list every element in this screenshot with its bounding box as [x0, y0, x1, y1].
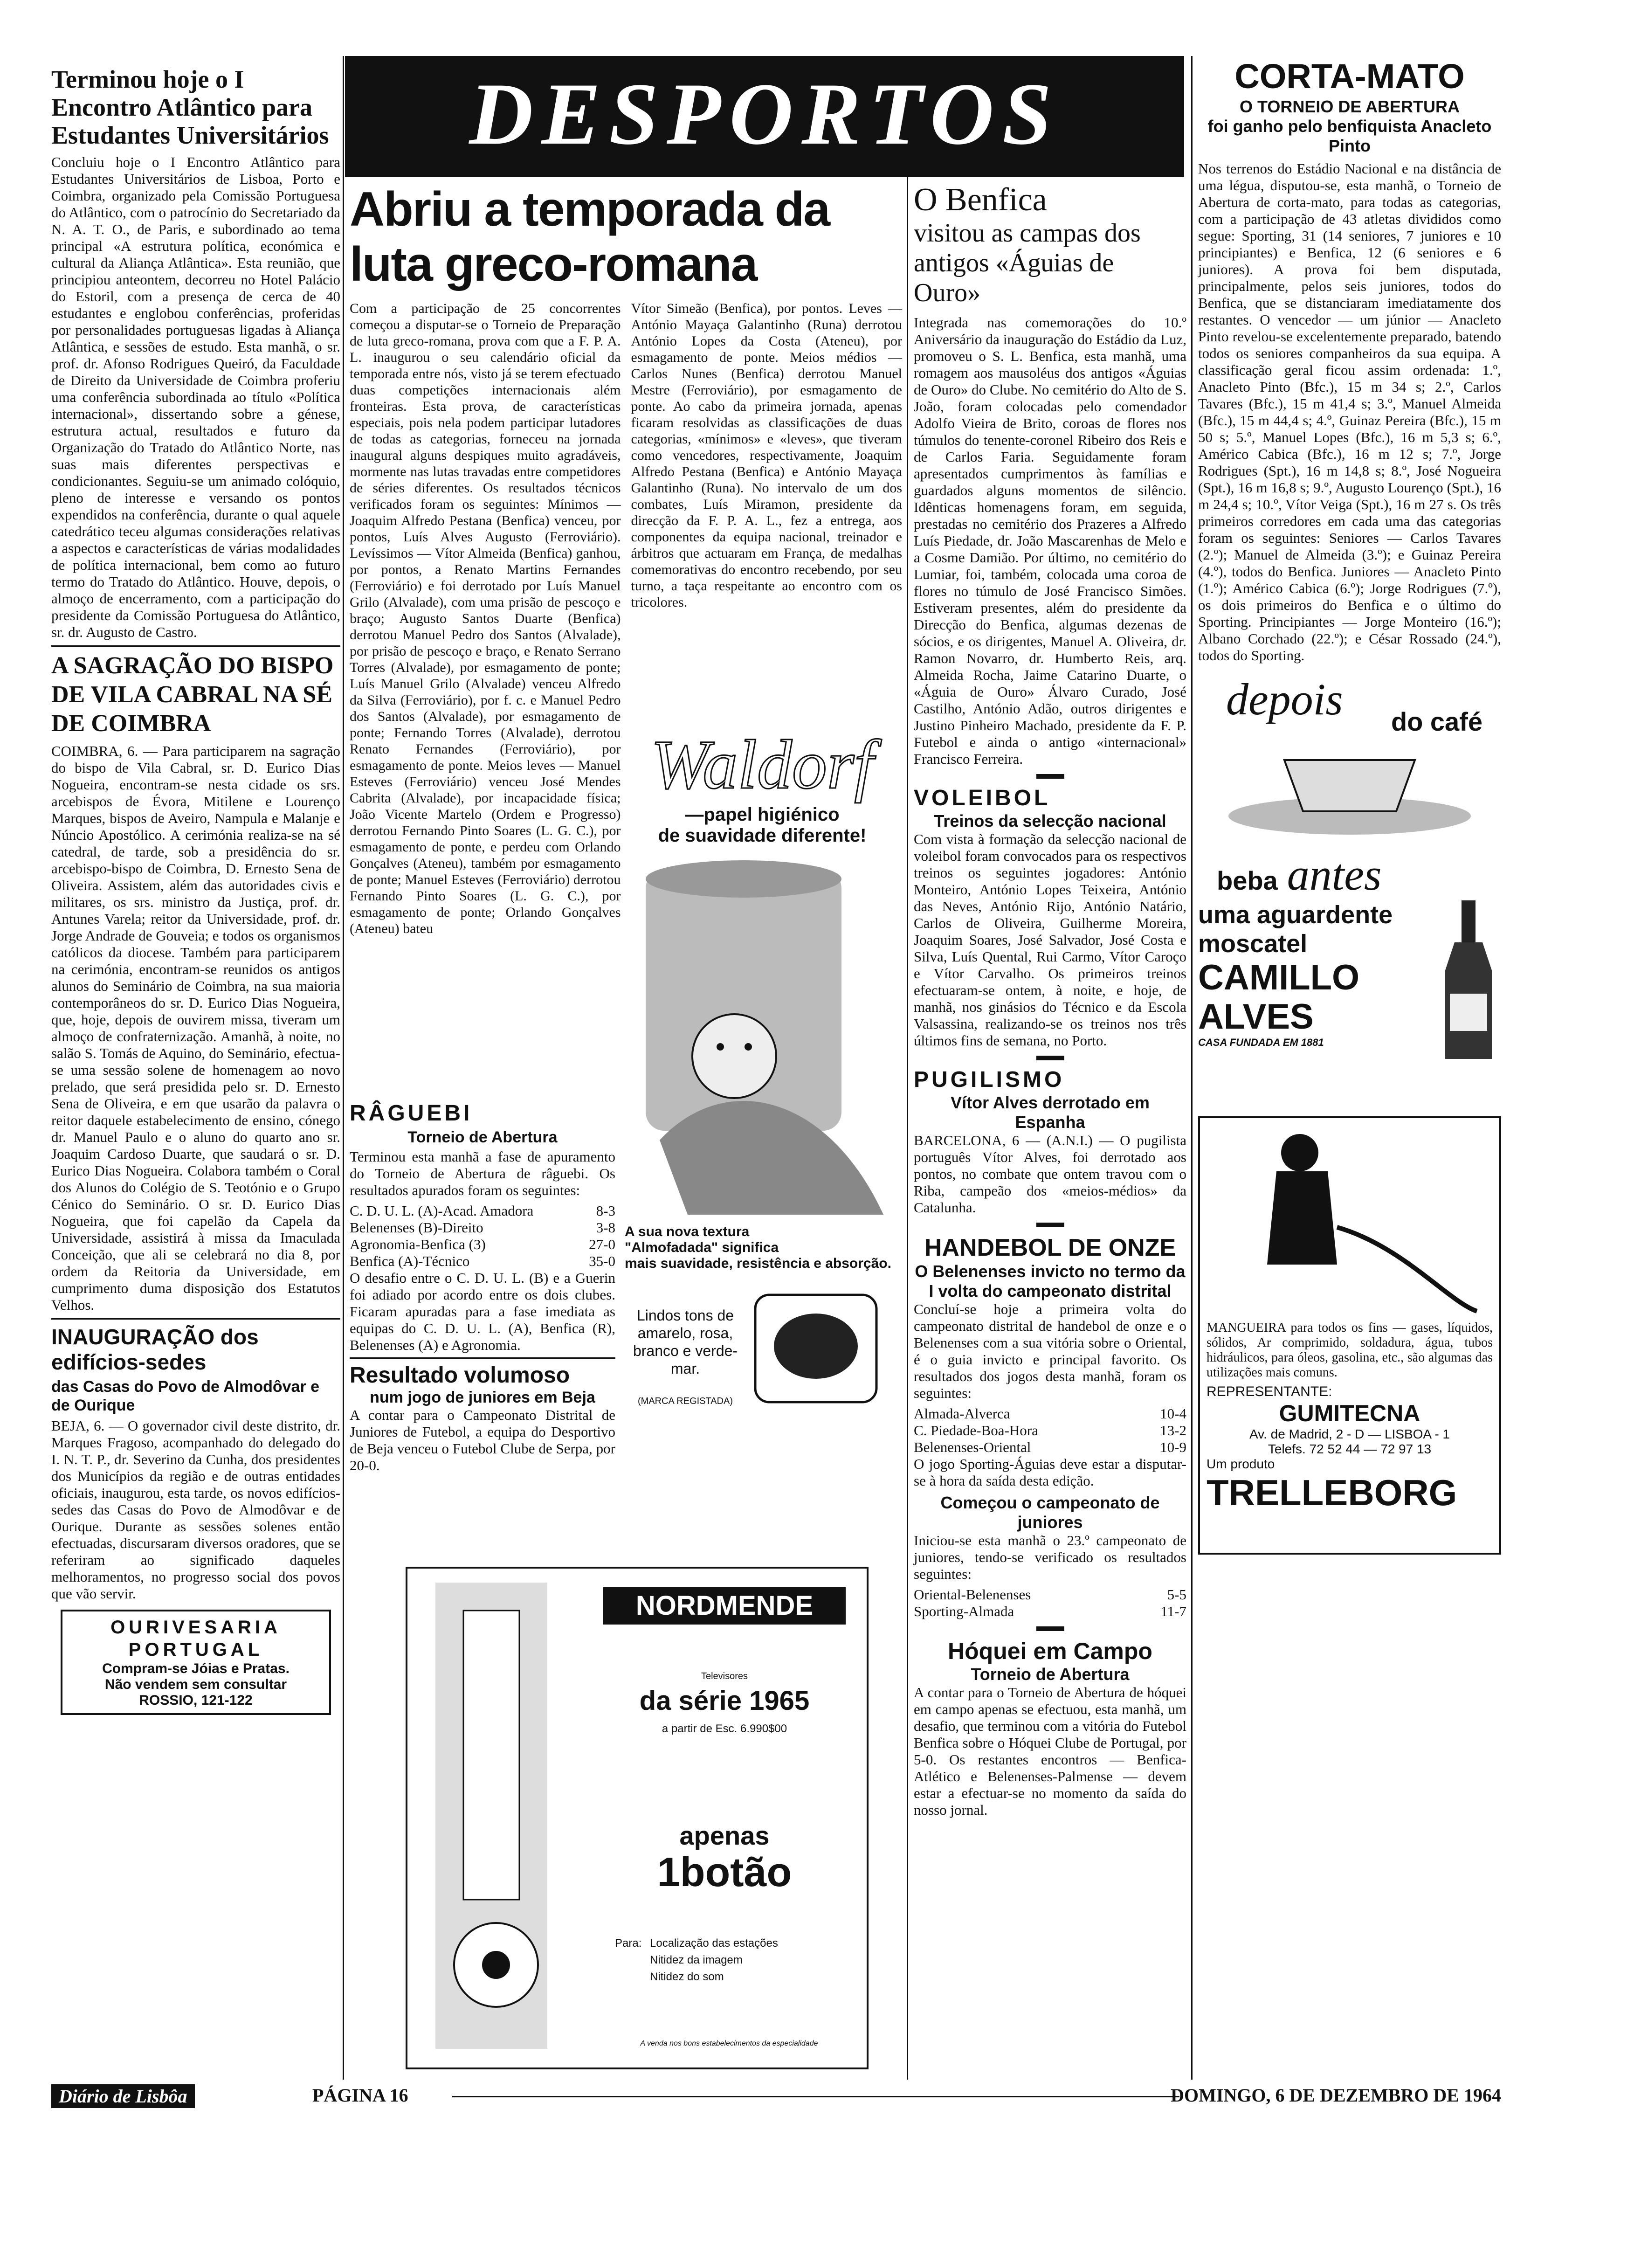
nordmende-botao: 1botão	[657, 1849, 792, 1895]
trelleborg-gumitecna: GUMITECNA	[1279, 1400, 1420, 1426]
juniores-match: Oriental-Belenenses	[914, 1586, 1031, 1603]
table-row	[350, 1253, 615, 1270]
nordmende-footer: A venda nos bons estabelecimentos da especialidade	[640, 2040, 818, 2047]
headline-sagracao: A SAGRAÇÃO DO BISPO DE VILA CABRAL NA SÉ DE COIMBRA	[51, 652, 334, 737]
hoquei-subtitle: Torneio de Abertura	[971, 1665, 1130, 1684]
divider	[1036, 1626, 1064, 1631]
rugby-title: RÂGUEBI	[350, 1101, 473, 1126]
corta-mato-title: CORTA-MATO	[1234, 57, 1465, 96]
trelleborg-produto: Um produto	[1207, 1457, 1275, 1471]
ourivesaria-line1: Compram-se Jóias e Pratas.	[102, 1661, 290, 1676]
edition-date: DOMINGO, 6 DE DEZEMBRO DE 1964	[1171, 2085, 1501, 2106]
trelleborg-phones: Telefs. 72 52 44 — 72 97 13	[1268, 1442, 1432, 1456]
waldorf-colors: Lindos tons de amarelo, rosa, branco e verde-mar.	[633, 1307, 738, 1377]
handebol-end: O jogo Sporting-Águias deve estar a disputar-se à hora da saída desta edição.	[914, 1456, 1186, 1489]
handebol-match: C. Piedade-Boa-Hora	[914, 1422, 1038, 1438]
rugby-score: 8-3	[596, 1203, 615, 1219]
pugilismo-subtitle: Vítor Alves derrotado em Espanha	[951, 1093, 1150, 1132]
ourivesaria-address: ROSSIO, 121-122	[139, 1693, 253, 1708]
table-row	[350, 1219, 615, 1236]
article-encontro-body: Concluiu hoje o I Encontro Atlântico para Estudantes Universitários de Lisboa, Porto e Coimbra, organizado pela Comissão Portuguesa do Atlântico, com o patrocínio do Secretariado da N. A. T. O., de Paris, e subordinado ao tema principal «A estrutura política, económica e cultural da Aliança Atlântica». Esta reunião, que principiou anteontem, decorreu no Hotel Palácio do Estoril, com a presença de cerca de 40 estudantes e englobou conferências, proferidas por personalidades portuguesas ligadas à Aliança Atlântica, e sessões de estudo. Esta manhã, o sr. prof. dr. Afonso Rodrigues Queiró, da Faculdade de Direito da Universidade de Coimbra proferiu uma conferência subordinada ao título «Política internacional», dissertando sobre a génese, estrutura actual, resultados e futuro da Organização do Tratado do Atlântico Norte, nas suas mais diferentes perspectivas e condicionantes. Seguiu-se um animado colóquio, pleno de interesse e versando os pontos expendidos na conferência, durante o qual aquele catedrático teceu algumas considerações relativas a aspectos e características de várias modalidades de política internacional, bem como ao futuro termo do Tratado do Atlântico. Houve, depois, o almoço de encerramento, com a participação do presidente da Comissão Portuguesa do Atlântico, sr. dr. Augusto de Castro.	[51, 154, 340, 640]
nordmende-ad	[406, 1567, 869, 2069]
hoquei-body: A contar para o Torneio de Abertura de hóquei em campo apenas se efectuou, esta manhã, um desafio, que terminou com a vitória do Futebol Benfica sobre o Hóquei Clube de Portugal, por 5-0. Os restantes encontros — Benfica-Atlético e Belenenses-Palmense — devem estar a efectuar-se no momento da saída do nosso jornal.	[914, 1684, 1186, 1818]
right-column	[1198, 56, 1501, 1555]
greco-body-b: Vítor Simeão (Benfica), por pontos. Leves — António Mayaça Galantinho (Runa) derrotou António Lopes da Costa (Ateneu), por esmagamento de ponte. Meios médios — Carlos Nunes (Benfica) derrotou Manuel Mestre (Ferroviário), por esmagamento de ponte. Ao cabo da primeira jornada, apenas ficaram resolvidas as classificações de duas categorias, «mínimos» e «leves», que tiveram como vencedores, respectivamente, Joaquim Alfredo Pestana (Benfica) e António Mayaça Galantinho (Runa). No intervalo de um dos combates, Luís Miramon, presidente da direcção da F. P. A. L., fez a entrega, aos componentes da equipa nacional, treinador e árbitros que actuaram em França, de medalhas comemorativas do encontro recebendo, por seu turno, a taça respeitante ao encontro com os tricolores.	[631, 301, 902, 610]
rugby-subtitle: Torneio de Abertura	[407, 1128, 558, 1146]
voleibol-subtitle: Treinos da selecção nacional	[934, 811, 1166, 830]
rugby-end: O desafio entre o C. D. U. L. (B) e a Guerin foi adiado por acordo entre os dois clubes. Ficaram apuradas para a fase imediata as equipas do C. D. U. L. (A), Benfica (R), Belenenses (A) e Agronomia.	[350, 1270, 615, 1353]
rugby-match: Belenenses (B)-Direito	[350, 1219, 483, 1236]
nordmende-for-label: Para:	[615, 1937, 642, 1950]
divider	[1036, 1056, 1064, 1060]
rugby-score: 35-0	[589, 1253, 615, 1269]
nordmende-feature3: Nitidez do som	[650, 1971, 724, 1983]
corta-mato-sub1: O TORNEIO DE ABERTURA	[1239, 97, 1460, 116]
handebol-score: 10-9	[1160, 1439, 1186, 1455]
benfica-title-1: O Benfica	[914, 182, 1047, 218]
juniores-score: 11-7	[1160, 1603, 1186, 1619]
page-footer	[51, 2084, 1501, 2112]
camillo-antes: antes	[1287, 850, 1382, 899]
waldorf-tag2: de suavidade diferente!	[658, 825, 867, 846]
subhead-inauguracao: das Casas do Povo de Almodôvar e de Ourique	[51, 1378, 320, 1414]
nordmende-feature1: Localização das estações	[650, 1937, 778, 1950]
article-sagracao-body: COIMBRA, 6. — Para participarem na sagração do bispo de Vila Cabral, sr. D. Eurico Dias Nogueira, encontram-se nesta cidade os srs. arcebispos de Évora, Mitilene e Lourenço Marques, bispos de Aveiro, Nampula e Malanje e Núncio Apostólico. A cerimónia realiza-se na sé catedral, de tarde, sob a presidência do sr. arcebispo-bispo de Coimbra, D. Ernesto Sena de Oliveira. Assistem, além das autoridades civis e militares, os srs. ministro da Justiça, prof. dr. Antunes Varela; reitor da Universidade, prof. dr. Jorge Andrade de Gouveia; e todos os organismos católicos da diocese. Também para participarem na cerimónia, encontram-se reunidos os antigos alunos do Seminário de Coimbra, na sua maioria contemporâneos do sr. D. Eurico Dias Nogueira, que, hoje, depois de ouvirem missa, tiveram um almoço de confraternização. Amanhã, à noite, no salão S. Tomás de Aquino, do Seminário, efectua-se uma sessão solene de homenagem ao novo prelado, que será presidida pelo sr. D. Ernesto Sena de Oliveira, e em que usarão da palavra o reitor daquele estabelecimento de ensino, cónego dr. Manuel Paulo e o aluno do quarto ano sr. Joaquim Cardoso Duarte, que saudará o sr. D. Eurico Dias Nogueira. Colabora também o Coral dos Alunos do Colégio de S. Teotónio e o Grupo Cénico do Seminário. O sr. D. Eurico Dias Nogueira, que foi capelão da Capela da Universidade, assistirá à missa da Imaculada Conceição, que ali se celebrará no dia 8, por ordem da Reitoria da Universidade, em cumprimento duma disposição dos Estatutos Velhos.	[51, 743, 340, 1313]
resultado-title: Resultado volumoso	[350, 1363, 570, 1388]
headline-inauguracao: INAUGURAÇÃO dos edifícios-sedes	[51, 1325, 259, 1374]
nordmende-feature2: Nitidez da imagem	[650, 1954, 743, 1966]
handebol-match: Almada-Alverca	[914, 1405, 1010, 1422]
camillo-depois: depois	[1226, 674, 1343, 724]
rugby-score: 27-0	[589, 1236, 615, 1252]
pugilismo-body: BARCELONA, 6 — (A.N.I.) — O pugilista português Vítor Alves, foi derrotado aos pontos, no combate que ontem travou com o Riba, campeão dos «meios-médios» da Catalunha.	[914, 1132, 1186, 1216]
newspaper-logo: Diário de Lisbôa	[51, 2084, 195, 2108]
camillo-beba: beba	[1217, 866, 1278, 895]
footer-rule	[452, 2096, 1179, 2097]
table-row	[914, 1422, 1186, 1439]
greco-body-a: Com a participação de 25 concorrentes começou a disputar-se o Torneio de Preparação de luta greco-romana, prova com que a F. P. A. L. inaugurou o seu calendário oficial da temporada entre nós, visto já se terem efectuado duas competições internacionais além fronteiras. Esta prova, de características especiais, pois nela podem participar lutadores de todas as categorias, forneceu na jornada inaugural alguns despiques muito agradáveis, mormente nas lutas travadas entre competidores de séries diferentes. Os resultados técnicos verificados foram os seguintes: Mínimos — Joaquim Alfredo Pestana (Benfica) venceu, por pontos, Luís Alves Augusto (Ferroviário). Levíssimos — Vítor Almeida (Benfica) ganhou, por pontos, a Renato Martins Fernandes (Ferroviário) e foi derrotado por Luís Manuel Grilo (Alvalade), com uma prisão de pescoço e braço; Augusto Santos Duarte (Benfica) derrotou Manuel Pedro dos Santos (Alvalade), por prisão de pescoço e braço, e Renato Serrano Torres (Alvalade), por esmagamento de ponte; Luís Manuel Grilo (Alvalade) venceu Alfredo da Silva (Ferroviário), por f. c. e Manuel Pedro dos Santos (Alvalade), por esmagamento de ponte; Fernando Torres (Alvalade), derrotou Renato Fernandes (Ferroviário), por esmagamento de ponte. Meios leves — Manuel Esteves (Ferroviário) venceu José Mendes Cabrita (Alvalade), por incapacidade física; João Vicente Martelo (Ordem e Progresso) derrotou Fernando Pinto Soares (L. G. C.), por esmagamento de ponte, e perdeu com Orlando Gonçalves (Ateneu), também por esmagamento de ponte; Manuel Esteves (Ferroviário) derrotou Fernando Pinto Soares (L. G. C.), por esmagamento de ponte; Orlando Gonçalves (Ateneu) bateu	[350, 301, 621, 936]
divider	[1036, 1223, 1064, 1227]
juniores-results-table	[914, 1586, 1186, 1620]
waldorf-package-icon	[746, 1286, 886, 1407]
ourivesaria-name: OURIVESARIA PORTUGAL	[110, 1617, 281, 1660]
juniores-match: Sporting-Almada	[914, 1603, 1014, 1619]
nordmende-small: Televisores	[701, 1671, 748, 1681]
trelleborg-brand: TRELLEBORG	[1207, 1472, 1457, 1513]
page-number: PÁGINA 16	[312, 2085, 408, 2106]
camillo-aguardente: uma aguardente moscatel	[1198, 901, 1393, 958]
handebol-body: Concluí-se hoje a primeira volta do campeonato distrital de handebol de onze e o Belenenses com a sua vitória sobre o Oriental, é o guia invicto e principal favorito. Os resultados dos jogos desta manhã, foram os seguintes:	[914, 1301, 1186, 1401]
handebol-results-table	[914, 1405, 1186, 1456]
waldorf-roll-illustration	[632, 860, 893, 1224]
camillo-fundada: CASA FUNDADA EM 1881	[1198, 1037, 1324, 1048]
waldorf-ad	[625, 725, 900, 1532]
waldorf-desc1: A sua nova textura	[625, 1224, 750, 1239]
left-column	[51, 65, 340, 1715]
trelleborg-address: Av. de Madrid, 2 - D — LISBOA - 1	[1249, 1427, 1450, 1441]
column-rule	[907, 177, 908, 2080]
handebol-score: 10-4	[1160, 1405, 1186, 1422]
third-column	[914, 182, 1186, 1822]
nordmende-dial-illustration	[417, 1583, 585, 2049]
resultado-body: A contar para o Campeonato Distrital de Juniores de Futebol, a equipa do Desportivo de Beja venceu o Futebol Clube de Serpa, por 20-0.	[350, 1407, 615, 1473]
nordmende-apenas: apenas	[679, 1821, 770, 1850]
juniores-body: Iniciou-se esta manhã o 23.º campeonato de juniores, tendo-se verificado os resultados seguintes:	[914, 1532, 1186, 1582]
rugby-score: 3-8	[596, 1219, 615, 1236]
rugby-intro: Terminou esta manhã a fase de apuramento do Torneio de Abertura de râguebi. Os resultados apurados foram os seguintes:	[350, 1148, 615, 1198]
handebol-title: HANDEBOL DE ONZE	[924, 1234, 1176, 1261]
voleibol-body: Com vista à formação da selecção nacional de voleibol foram convocados para os respectivos treinos os seguintes jogadores: António Monteiro, António Lopes Teixeira, António das Neves, António Rijo, António Natário, Carlos de Oliveira, Guilherme Moreira, Joaquim Soares, José Salvador, José Costa e Silva, Luís Quental, Rui Carmo, Vítor Caroço e Vítor Carvalho. Os primeiros treinos efectuaram-se ontem, à noite, e hoje, de manhã, nos ginásios do Técnico e da Escola Valsassina, realizando-se os treinos nos três últimos fins de semana, no Porto.	[914, 831, 1186, 1049]
coffee-cup-illustration	[1219, 741, 1480, 844]
nordmende-logo: NORDMENDE	[603, 1587, 846, 1625]
trelleborg-rep: REPRESENTANTE:	[1207, 1384, 1332, 1399]
waldorf-desc3: mais suavidade, resistência e absorção.	[625, 1256, 891, 1271]
bottle-icon	[1436, 900, 1501, 1059]
worker-illustration	[1207, 1125, 1486, 1321]
handebol-score: 13-2	[1160, 1422, 1186, 1438]
table-row	[914, 1603, 1186, 1620]
waldorf-logo: Waldorf	[651, 726, 874, 803]
juniores-score: 5-5	[1167, 1586, 1186, 1603]
juniores-title: Começou o campeonato de juniores	[940, 1493, 1160, 1532]
resultado-subtitle: num jogo de juniores em Beja	[370, 1389, 595, 1406]
ourivesaria-ad	[61, 1610, 331, 1715]
section-banner: DESPORTOS	[345, 56, 1184, 177]
table-row	[350, 1203, 615, 1219]
waldorf-registered: (MARCA REGISTADA)	[637, 1396, 733, 1406]
rugby-results-table	[350, 1203, 615, 1270]
camillo-do-cafe: do café	[1391, 707, 1482, 736]
rugby-match: Agronomia-Benfica (3)	[350, 1236, 486, 1252]
rugby-match: Benfica (A)-Técnico	[350, 1253, 470, 1269]
column-rule	[1191, 56, 1193, 2080]
benfica-title-2: visitou as campas dos antigos «Águias de Ouro»	[914, 219, 1141, 307]
handebol-subtitle: O Belenenses invicto no termo da I volta do campeonato distrital	[915, 1262, 1186, 1300]
handebol-match: Belenenses-Oriental	[914, 1439, 1031, 1455]
waldorf-desc2: "Almofadada" significa	[625, 1240, 779, 1255]
benfica-body: Integrada nas comemorações do 10.º Aniversário da inauguração do Estádio da Luz, promoveu o S. L. Benfica, esta manhã, uma romagem aos mausoléus dos antigos «Águias de Ouro» do Clube. No cemitério do Alto de S. João, foram colocadas pelo comendador Adolfo Vieira de Brito, coroas de flores nos túmulos do tenente-coronel Ribeiro dos Reis e de Carlos Faria. Seguidamente foram apresentados cumprimentos às famílias e guardados alguns momentos de silêncio. Idênticas homenagens foram, em seguida, prestadas no cemitério dos Prazeres a Alfredo Luís Piedade, dr. João Mascarenhas de Melo e a Cosme Damião. Por último, no cemitério do Lumiar, foi, também, colocada uma coroa de flores no túmulo de José Francisco Simões. Estiveram presentes, além do presidente da Direcção do Benfica, algumas dezenas de sócios, e os dirigentes, Manuel A. Oliveira, dr. Ramon Novarro, dr. Humberto Reis, arq. Almeida Rocha, Jaime Catarino Duarte, o «Águia de Ouro» Álvaro Curado, José Castilho, António Adão, outros dirigentes e Justino Pinheiro Machado, presidente da F. P. Futebol e ainda o antigo «internacional» Francisco Ferreira.	[914, 314, 1186, 767]
camillo-alves-ad	[1198, 673, 1501, 1107]
ourivesaria-line2: Não vendem sem consultar	[104, 1677, 287, 1692]
table-row	[914, 1439, 1186, 1456]
headline-greco-romana: Abriu a temporada da luta greco-romana	[350, 182, 830, 291]
article-inauguracao-body: BEJA, 6. — O governador civil deste distrito, dr. Marques Fragoso, acompanhado do delegado do I. N. T. P., dr. Severino da Cunha, dos presidentes dos Municípios da região e de outras entidades oficiais, inaugurou, esta tarde, os novos edifícios-sedes das Casas do Povo de Almodôvar e de Ourique. Durante as sessões solenes então efectuadas, discursaram diversos oradores, que se referiram ao significado daqueles melhoramentos, no progresso social dos povos que vão servir.	[51, 1418, 340, 1602]
trelleborg-ad	[1198, 1116, 1501, 1555]
rugby-section	[350, 1100, 615, 1478]
nordmende-serie: da série 1965	[639, 1686, 810, 1716]
divider	[350, 1357, 615, 1359]
hoquei-title: Hóquei em Campo	[948, 1638, 1152, 1664]
column-rule	[343, 56, 344, 2080]
corta-mato-body: Nos terrenos do Estádio Nacional e na distância de uma légua, disputou-se, esta manhã, o Torneio de Abertura de corta-mato, para todas as categorias, com a participação de 43 atletas divididos como segue: Sporting, 31 (14 seniores, 7 juniores e 10 principiantes) e Benfica, 12 (6 seniores e 6 juniores). A prova foi bem disputada, principalmente, pelos seis juniores, todos do Benfica, que se distanciaram imediatamente dos restantes. O vencedor — um júnior — Anacleto Pinto revelou-se excelentemente preparado, batendo todos os seniores companheiros da sua equipa. A classificação geral ficou assim ordenada: 1.º, Anacleto Pinto (Bfc.), 15 m 34 s; 2.º, Carlos Tavares (Bfc.), 15 m 41,4 s; 3.º, Manuel Almeida (Bfc.), 15 m 44,4 s; 4.º, Guinaz Pereira (Bfc.), 15 m 50 s; 5.º, Manuel Lopes (Bfc.), 16 m 5,3 s; 6.º, Américo Cabica (Bfc.), 16 m 12 s; 7.º, Jorge Rodrigues (Spt.), 16 m 14,8 s; 8.º, José Nogueira (Spt.), 16 m 16,8 s; 9.º, Augusto Lourenço (Spt.), 16 m 24,4 s; 10.º, Vítor Veiga (Spt.), 16 m 27 s. Os três primeiros corredores em cada uma das categorias foram os seguintes: Seniores — Carlos Tavares (2.º); Manuel de Almeida (3.º); e Guinaz Pereira (4.º), todos do Benfica. Juniores — Anacleto Pinto (1.º); Américo Cabica (6.º); Jorge Rodrigues (7.º), os dois primeiros do Benfica e o último do Sporting. Principiantes — Jorge Monteiro (16.º); Albano Corchado (22.º); e César Rossado (24.º), todos do Sporting.	[1198, 160, 1501, 664]
rugby-match: C. D. U. L. (A)-Acad. Amadora	[350, 1203, 534, 1219]
corta-mato-sub2: foi ganho pelo benfiquista Anacleto Pinto	[1207, 117, 1492, 155]
camillo-brand: CAMILLO ALVES	[1198, 958, 1360, 1037]
nordmende-price: a partir de Esc. 6.990$00	[662, 1722, 787, 1735]
voleibol-title: VOLEIBOL	[914, 786, 1051, 810]
pugilismo-title: PUGILISMO	[914, 1067, 1065, 1092]
divider	[51, 645, 340, 647]
waldorf-tag1: —papel higiénico	[685, 804, 840, 825]
table-row	[350, 1236, 615, 1253]
divider	[1036, 774, 1064, 779]
table-row	[914, 1586, 1186, 1603]
trelleborg-body: MANGUEIRA para todos os fins — gases, líquidos, sólidos, Ar comprimido, soldadura, água, tubos hidráulicos, para óleos, gasolina, etc., são algumas das utilizações mais comuns.	[1207, 1321, 1493, 1380]
headline-encontro: Terminou hoje o I Encontro Atlântico para Estudantes Universitários	[51, 65, 329, 149]
divider	[51, 1318, 340, 1320]
table-row	[914, 1405, 1186, 1422]
